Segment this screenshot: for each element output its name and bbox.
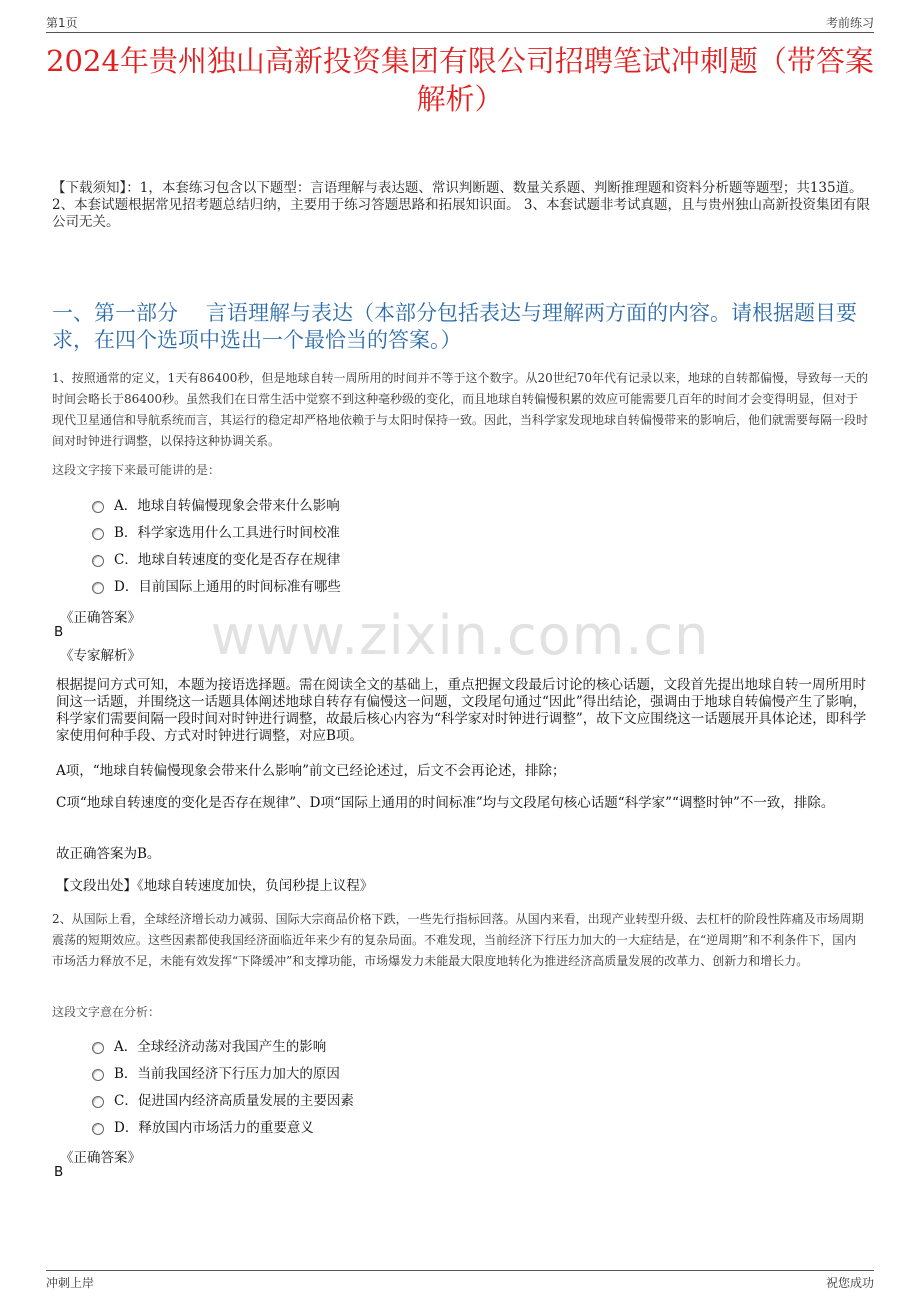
question-1-analysis-p4: 故正确答案为B。 <box>56 846 161 862</box>
question-2-option-d[interactable] <box>92 1116 314 1136</box>
page-footer <box>46 1270 874 1291</box>
header-right-label: 考前练习 <box>825 16 874 30</box>
question-1-source: 【文段出处】《地球自转速度加快，负闰秒提上议程》 <box>56 878 374 894</box>
section-heading <box>52 300 870 354</box>
question-2-prompt: 这段文字意在分析： <box>52 1005 161 1019</box>
footer-left-label: 冲刺上岸 <box>46 1276 95 1290</box>
question-1-analysis-p1: 根据提问方式可知，本题为接语选择题。需在阅读全文的基础上，重点把握文段最后讨论的核心话题，文段首先提出地球自转一周所用时间这一话题，并围绕这一话题具体阐述地球自转存有偏慢这一问题，文段尾句通过“因此”得出结论，强调由于地球自转偏慢产生了影响，科学家们需要间隔一段时间对时钟进行调整，故最后核心内容为“科学家对时钟进行调整”，故下文应围绕这一话题展开具体论述，即科学家使用何种手段、方式对时钟进行调整，对应B项。 <box>56 677 867 744</box>
page-number: 第1页 <box>46 16 78 30</box>
option-label: A．地球自转偏慢现象会带来什么影响 <box>114 498 340 514</box>
question-2-answer-label: 《正确答案》 <box>60 1150 141 1166</box>
radio-icon[interactable] <box>92 1069 104 1081</box>
question-1-prompt: 这段文字接下来最可能讲的是： <box>52 463 221 477</box>
download-notice: 【下载须知】：1，本套练习包含以下题型：言语理解与表达题、常识判断题、数量关系题、判断推理题和资料分析题等题型；共135道。 2、本套试题根据常见招考题总结归纳，主要用于练习答题思路和拓展知识面。 3、本套试题非考试真题，且与贵州独山高新投资集团有限公司无关。 <box>52 180 870 230</box>
question-2-text: 2、从国际上看，全球经济增长动力减弱、国际大宗商品价格下跌，一些先行指标回落。从国内来看，出现产业转型升级、去杠杆的阶段性阵痛及市场周期震荡的短期效应。这些因素都使我国经济面临近年来少有的复杂局面。不难发现，当前经济下行压力加大的一大症结是，在“逆周期”和不利条件下，国内市场活力释放不足，未能有效发挥“下降缓冲”和支撑功能，市场爆发力未能最大限度地转化为推进经济高质量发展的改革力、创新力和增长力。 <box>52 912 864 968</box>
watermark: www.zixin.com.cn <box>210 604 710 667</box>
radio-icon[interactable] <box>92 1096 104 1108</box>
question-2-option-b[interactable] <box>92 1062 340 1082</box>
option-label: D．释放国内市场活力的重要意义 <box>114 1120 314 1136</box>
option-label: C．地球自转速度的变化是否存在规律 <box>114 552 341 568</box>
radio-icon[interactable] <box>92 1042 104 1054</box>
footer-right-label: 祝您成功 <box>825 1276 874 1290</box>
option-label: D．目前国际上通用的时间标准有哪些 <box>114 579 341 595</box>
question-2-option-a[interactable] <box>92 1035 326 1055</box>
document-title: 2024年贵州独山高新投资集团有限公司招聘笔试冲刺题（带答案解析） <box>46 44 874 116</box>
section-part: 一、第一部分 <box>52 301 178 325</box>
option-label: A．全球经济动荡对我国产生的影响 <box>114 1039 327 1055</box>
radio-icon[interactable] <box>92 501 104 513</box>
radio-icon[interactable] <box>92 528 104 540</box>
option-label: B．当前我国经济下行压力加大的原因 <box>114 1066 340 1082</box>
question-1-analysis-label: 《专家解析》 <box>60 648 141 664</box>
question-1-answer: B <box>54 624 64 640</box>
question-1-option-c[interactable] <box>92 548 340 568</box>
question-1-analysis-p3: C项“地球自转速度的变化是否存在规律”、D项“国际上通用的时间标准”均与文段尾句核心话题“科学家”“调整时钟”不一致，排除。 <box>56 795 835 811</box>
question-1-text: 1、按照通常的定义，1天有86400秒，但是地球自转一周所用的时间并不等于这个数字。从20世纪70年代有记录以来，地球的自转都偏慢，导致每一天的时间会略长于86400秒。虽然我们在日常生活中觉察不到这种毫秒级的变化，而且地球自转偏慢积累的效应可能需要几百年的时间才会变得明显，但对于现代卫星通信和导航系统而言，其运行的稳定却严格地依赖于与太阳时保持一致。因此，当科学家发现地球自转偏慢带来的影响后，他们就需要每隔一段时间对时钟进行调整，以保持这种协调关系。 <box>52 371 869 448</box>
option-label: C．促进国内经济高质量发展的主要因素 <box>114 1093 354 1109</box>
section-name: 言语理解与表达（本部分包括表达与理解两方面的内容。请根据题目要求，在四个选项中选出一个最恰当的答案。） <box>52 301 857 352</box>
radio-icon[interactable] <box>92 555 104 567</box>
page-header <box>46 12 874 33</box>
question-1-option-a[interactable] <box>92 494 340 514</box>
question-2-answer: B <box>54 1164 64 1180</box>
radio-icon[interactable] <box>92 1123 104 1135</box>
option-label: B．科学家选用什么工具进行时间校准 <box>114 525 340 541</box>
question-2-option-c[interactable] <box>92 1089 354 1109</box>
question-1-option-b[interactable] <box>92 521 340 541</box>
question-1-option-d[interactable] <box>92 575 341 595</box>
question-1-answer-label: 《正确答案》 <box>60 610 141 626</box>
radio-icon[interactable] <box>92 582 104 594</box>
question-1-analysis-p2: A项，“地球自转偏慢现象会带来什么影响”前文已经论述过，后文不会再论述，排除； <box>56 763 566 779</box>
